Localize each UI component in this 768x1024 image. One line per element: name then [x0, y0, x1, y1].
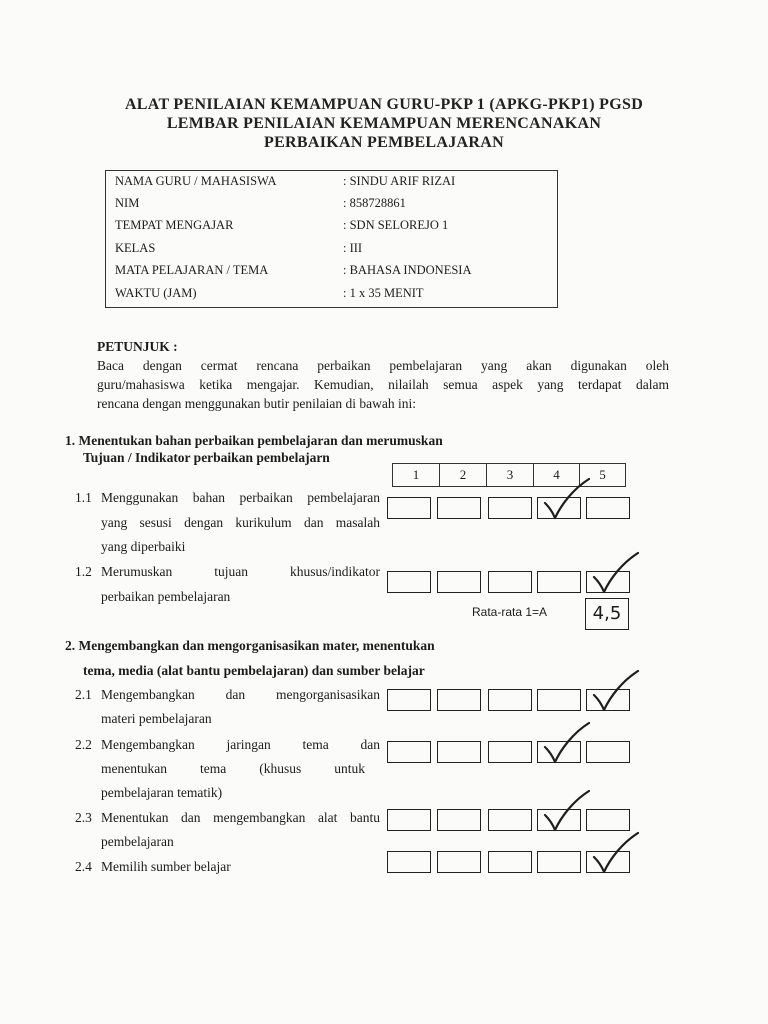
info-label: NIM	[115, 196, 140, 210]
section2-subtitle: tema, media (alat bantu pembelajaran) dan sumber belajar	[83, 663, 425, 678]
section1-title: 1. Menentukan bahan perbaikan pembelajaran dan merumuskan	[65, 433, 443, 448]
rating-box-1[interactable]	[387, 689, 431, 711]
item-text: Memilih sumber belajar	[101, 859, 231, 874]
info-row	[106, 196, 557, 218]
item-text: Mengembangkan jaringan tema dan	[101, 737, 380, 752]
info-label: KELAS	[115, 241, 156, 255]
info-row	[106, 174, 557, 196]
rating-box-3[interactable]	[488, 851, 532, 873]
check-mark-icon	[531, 475, 601, 521]
rating-box-2[interactable]	[437, 741, 481, 763]
rating-box-1[interactable]	[387, 497, 431, 519]
info-value: : 1 x 35 MENIT	[343, 286, 424, 300]
info-label: WAKTU (JAM)	[115, 286, 197, 300]
doc-title-line2: LEMBAR PENILAIAN KEMAMPUAN MERENCANAKAN	[166, 115, 602, 132]
rating-box-3[interactable]	[488, 497, 532, 519]
info-label: MATA PELAJARAN / TEMA	[115, 263, 269, 277]
doc-title-line1: ALAT PENILAIAN KEMAMPUAN GURU-PKP 1 (APKG-PKP1) PGSD	[124, 96, 644, 113]
average-score-box: 4,5	[585, 598, 629, 630]
check-mark-icon	[580, 829, 650, 875]
rating-box-3[interactable]	[488, 809, 532, 831]
info-row	[106, 286, 557, 308]
section1-subtitle: Tujuan / Indikator perbaikan pembelajarn	[83, 450, 330, 465]
item-number: 2.4	[75, 859, 92, 874]
info-row	[106, 263, 557, 285]
rating-box-2[interactable]	[437, 689, 481, 711]
scale-label: 5	[599, 467, 606, 482]
scale-label: 3	[487, 464, 534, 486]
instructions-line: rencana dengan menggunakan butir penilaian di bawah ini:	[97, 396, 417, 411]
item-text: Merumuskan tujuan khusus/indikator	[101, 564, 380, 579]
rating-box-1[interactable]	[387, 809, 431, 831]
item-text: pembelajaran tematik)	[101, 785, 223, 800]
item-text: yang diperbaiki	[101, 539, 186, 554]
info-label: TEMPAT MENGAJAR	[115, 218, 234, 232]
rating-box-2[interactable]	[437, 497, 481, 519]
item-number: 1.2	[75, 564, 92, 579]
rating-box-1[interactable]	[387, 741, 431, 763]
item-number: 2.3	[75, 810, 92, 825]
check-mark-icon	[580, 549, 650, 595]
rating-box-3[interactable]	[488, 689, 532, 711]
rating-box-2[interactable]	[437, 809, 481, 831]
item-text: Mengembangkan dan mengorganisasikan	[101, 687, 380, 702]
item-text: Menggunakan bahan perbaikan pembelajaran	[101, 490, 380, 505]
rating-box-4[interactable]	[537, 571, 581, 593]
item-text: menentukan tema (khusus untuk	[101, 761, 365, 776]
rating-box-1[interactable]	[387, 571, 431, 593]
rating-box-3[interactable]	[488, 741, 532, 763]
average-label: Rata-rata 1=A	[472, 605, 548, 619]
item-text: materi pembelajaran	[101, 711, 212, 726]
item-text: Menentukan dan mengembangkan alat bantu	[101, 810, 380, 825]
instructions-line: Baca dengan cermat rencana perbaikan pembelajaran yang akan digunakan oleh	[97, 358, 669, 373]
check-mark-icon	[531, 719, 601, 765]
scale-label: 1	[393, 464, 440, 486]
doc-title-line3: PERBAIKAN PEMBELAJARAN	[264, 134, 504, 151]
item-text: perbaikan pembelajaran	[101, 589, 231, 604]
info-value: : BAHASA INDONESIA	[343, 263, 472, 277]
info-label: NAMA GURU / MAHASISWA	[115, 174, 277, 188]
rating-box-1[interactable]	[387, 851, 431, 873]
rating-box-3[interactable]	[488, 571, 532, 593]
item-text: pembelajaran	[101, 834, 174, 849]
info-value: : SINDU ARIF RIZAI	[343, 174, 456, 188]
identity-table	[105, 170, 558, 308]
scale-label: 2	[440, 464, 487, 486]
item-number: 2.2	[75, 737, 92, 752]
info-row	[106, 241, 557, 263]
info-value: : III	[343, 241, 363, 255]
item-number: 1.1	[75, 490, 92, 505]
rating-box-2[interactable]	[437, 571, 481, 593]
item-number: 2.1	[75, 687, 92, 702]
item-text: yang sesusi dengan kurikulum dan masalah	[101, 515, 380, 530]
instructions-line: guru/mahasiswa ketika mengajar. Kemudian, nilailah semua aspek yang terdapat dalam	[97, 377, 669, 392]
info-row	[106, 218, 557, 240]
rating-box-4[interactable]	[537, 851, 581, 873]
rating-box-2[interactable]	[437, 851, 481, 873]
section2-title: 2. Mengembangkan dan mengorganisasikan mater, menentukan	[65, 638, 435, 653]
scale-label: 4	[534, 464, 580, 486]
info-value: : 858728861	[343, 196, 406, 210]
check-mark-icon	[580, 667, 650, 713]
instructions-heading: PETUNJUK :	[97, 339, 178, 354]
info-value: : SDN SELOREJO 1	[343, 218, 449, 232]
check-mark-icon	[531, 787, 601, 833]
rating-box-4[interactable]	[537, 689, 581, 711]
